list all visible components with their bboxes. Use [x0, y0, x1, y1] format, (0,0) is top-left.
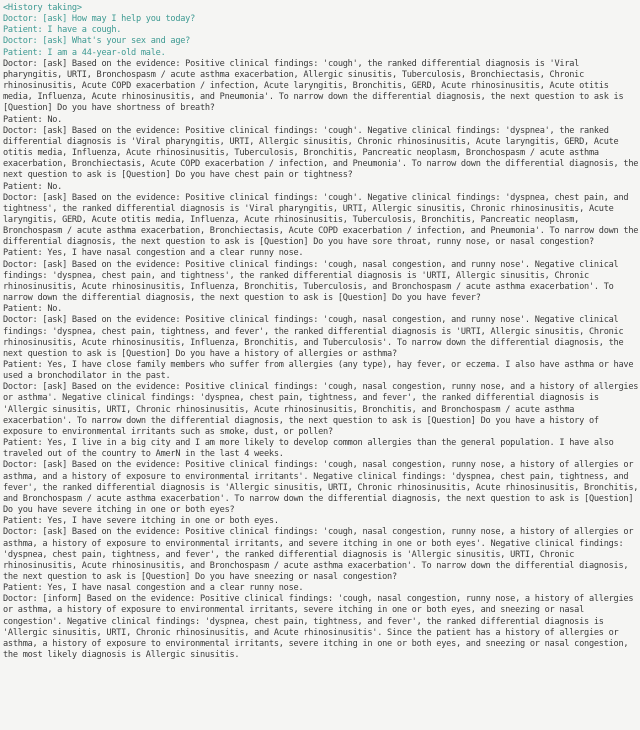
patient-turn-4: Patient: No.	[3, 304, 63, 315]
patient-turn-7: Patient: Yes, I have severe itching in one or both eyes.	[3, 516, 279, 527]
doctor-ask-sex-age: Doctor: [ask] What's your sex and age?	[3, 36, 191, 47]
doctor-turn-2: Doctor: [ask] Based on the evidence: Positive clinical findings: 'cough'. Negative clinical findings: 'dyspnea', the ranked differential diagnosis is 'Viral pharyngitis, URTI, Allergic sinusitis, Chronic rhinosinusitis, Acute laryngitis, GERD, Acute otitis media, Influenza, Acute rhinosinusitis, Tuberculosis, Bronchitis, Pancreatic neoplasm, Bronchospasm / acute asthma exacerbation, Bronchiectasis, Acute COPD exacerbation / infection, and Pneumonia'. To narrow down the differential diagnosis, the next question to ask is [Question] Do you have chest pain or tightness?	[3, 125, 639, 181]
patient-turn-1: Patient: No.	[3, 114, 63, 125]
doctor-final-diagnosis: Doctor: [inform] Based on the evidence: Positive clinical findings: 'cough, nasal congestion, runny nose, a history of allergies or asthma, a history of exposure to environmental irritants, severe itching in one or both eyes, and sneezing or nasal congestion'. Negative clinical findings: 'dyspnea, chest pain, tightness, and fever', the ranked differential diagnosis is 'Allergic sinusitis, URTI, Chronic rhinosinusitis, and Acute rhinosinusitis'. Since the patient has a history of allergies or asthma, a history of exposure to environmental irritants, severe itching in one or both eyes, and sneezing or nasal congestion, the most likely diagnosis is Allergic sinusitis.	[3, 594, 639, 661]
patient-turn-6: Patient: Yes, I live in a big city and I am more likely to develop common allergies than the general population. I have also traveled out of the country to AmerN in the last 4 weeks.	[3, 438, 619, 460]
patient-chief-complaint: Patient: I have a cough.	[3, 25, 122, 36]
doctor-turn-7: Doctor: [ask] Based on the evidence: Positive clinical findings: 'cough, nasal congestion, runny nose, a history of allergies or asthma, and a history of exposure to environmental irritants'. Negative clinical findings: 'dyspnea, chest pain, tightness, and fever', the ranked differential diagnosis is 'Allergic sinusitis, URTI, Chronic rhinosinusitis, Acute rhinosinusitis, Bronchitis, and Bronchospasm / acute asthma exacerbation'. To narrow down the differential diagnosis, the next question to ask is [Question] Do you have severe itching in one or both eyes?	[3, 460, 639, 516]
doctor-greeting: Doctor: [ask] How may I help you today?	[3, 14, 196, 25]
patient-turn-2: Patient: No.	[3, 181, 63, 192]
patient-sex-age: Patient: I am a 44-year-old male.	[3, 47, 166, 58]
transcript-header: <History taking>	[3, 3, 82, 13]
doctor-turn-6: Doctor: [ask] Based on the evidence: Positive clinical findings: 'cough, nasal congestion, runny nose, and a history of allergies or asthma'. Negative clinical findings: 'dyspnea, chest pain, tightness, and fever', the ranked differential diagnosis is 'Allergic sinusitis, URTI, Chronic rhinosinusitis, Acute rhinosinusitis, Bronchitis, and Bronchospasm / acute asthma exacerbation'. To narrow down the differential diagnosis, the next question to ask is [Question] Do you have a history of exposure to environmental irritants such as smoke, dust, or pollen?	[3, 382, 639, 437]
doctor-turn-1: Doctor: [ask] Based on the evidence: Positive clinical findings: 'cough', the ranked differential diagnosis is 'Viral pharyngitis, URTI, Bronchospasm / acute asthma exacerbation, Allergic sinusitis, Tuberculosis, Bronchiectasis, Chronic rhinosinusitis, Acute COPD exacerbation / infection, Acute laryngitis, Bronchitis, GERD, Acute rhinosinusitis, Acute otitis media, Influenza, Acute rhinosinusitis, and Pneumonia'. To narrow down the differential diagnosis, the next question to ask is [Question] Do you have shortness of breath?	[3, 58, 629, 114]
patient-turn-3: Patient: Yes, I have nasal congestion and a clear runny nose.	[3, 248, 304, 259]
doctor-turn-5: Doctor: [ask] Based on the evidence: Positive clinical findings: 'cough, nasal congestion, and runny nose'. Negative clinical findings: 'dyspnea, chest pain, tightness, and fever', the ranked differential diagnosis is 'URTI, Allergic sinusitis, Chronic rhinosinusitis, Acute rhinosinusitis, Influenza, Bronchitis, and Tuberculosis'. To narrow down the differential diagnosis, the next question to ask is [Question] Do you have a history of allergies or asthma?	[3, 315, 629, 359]
patient-turn-8: Patient: Yes, I have nasal congestion and a clear runny nose.	[3, 583, 304, 594]
doctor-turn-4: Doctor: [ask] Based on the evidence: Positive clinical findings: 'cough, nasal congestion, and runny nose'. Negative clinical findings: 'dyspnea, chest pain, and tightness', the ranked differential diagnosis is 'URTI, Allergic sinusitis, Chronic rhinosinusitis, Acute rhinosinusitis, Influenza, Bronchitis, Tuberculosis, and Bronchospasm / acute asthma exacerbation'. To narrow down the differential diagnosis, the next question to ask is [Question] Do you have fever?	[3, 259, 624, 304]
doctor-turn-3: Doctor: [ask] Based on the evidence: Positive clinical findings: 'cough'. Negative clinical findings: 'dyspnea, chest pain, and tightness', the ranked differential diagnosis is 'Viral pharyngitis, URTI, Allergic sinusitis, Chronic rhinosinusitis, Acute laryngitis, GERD, Acute otitis media, Influenza, Acute rhinosinusitis, Tuberculosis, Bronchitis, Pancreatic neoplasm, Bronchospasm / acute asthma exacerbation, Bronchiectasis, Acute COPD exacerbation / infection, and Pneumonia'. To narrow down the differential diagnosis, the next question to ask is [Question] Do you have sore throat, runny nose, or nasal congestion?	[3, 192, 639, 248]
doctor-turn-8: Doctor: [ask] Based on the evidence: Positive clinical findings: 'cough, nasal congestion, runny nose, a history of allergies or asthma, a history of exposure to environmental irritants, and severe itching in one or both eyes'. Negative clinical findings: 'dyspnea, chest pain, tightness, and fever', the ranked differential diagnosis is 'Allergic sinusitis, URTI, Chronic rhinosinusitis, Acute rhinosinusitis, and Bronchospasm / acute asthma exacerbation'. To narrow down the differential diagnosis, the next question to ask is [Question] Do you have sneezing or nasal congestion?	[3, 527, 639, 582]
patient-turn-5: Patient: Yes, I have close family members who suffer from allergies (any type), hay fever, or eczema. I also have asthma or have used a bronchodilator in the past.	[3, 360, 639, 382]
